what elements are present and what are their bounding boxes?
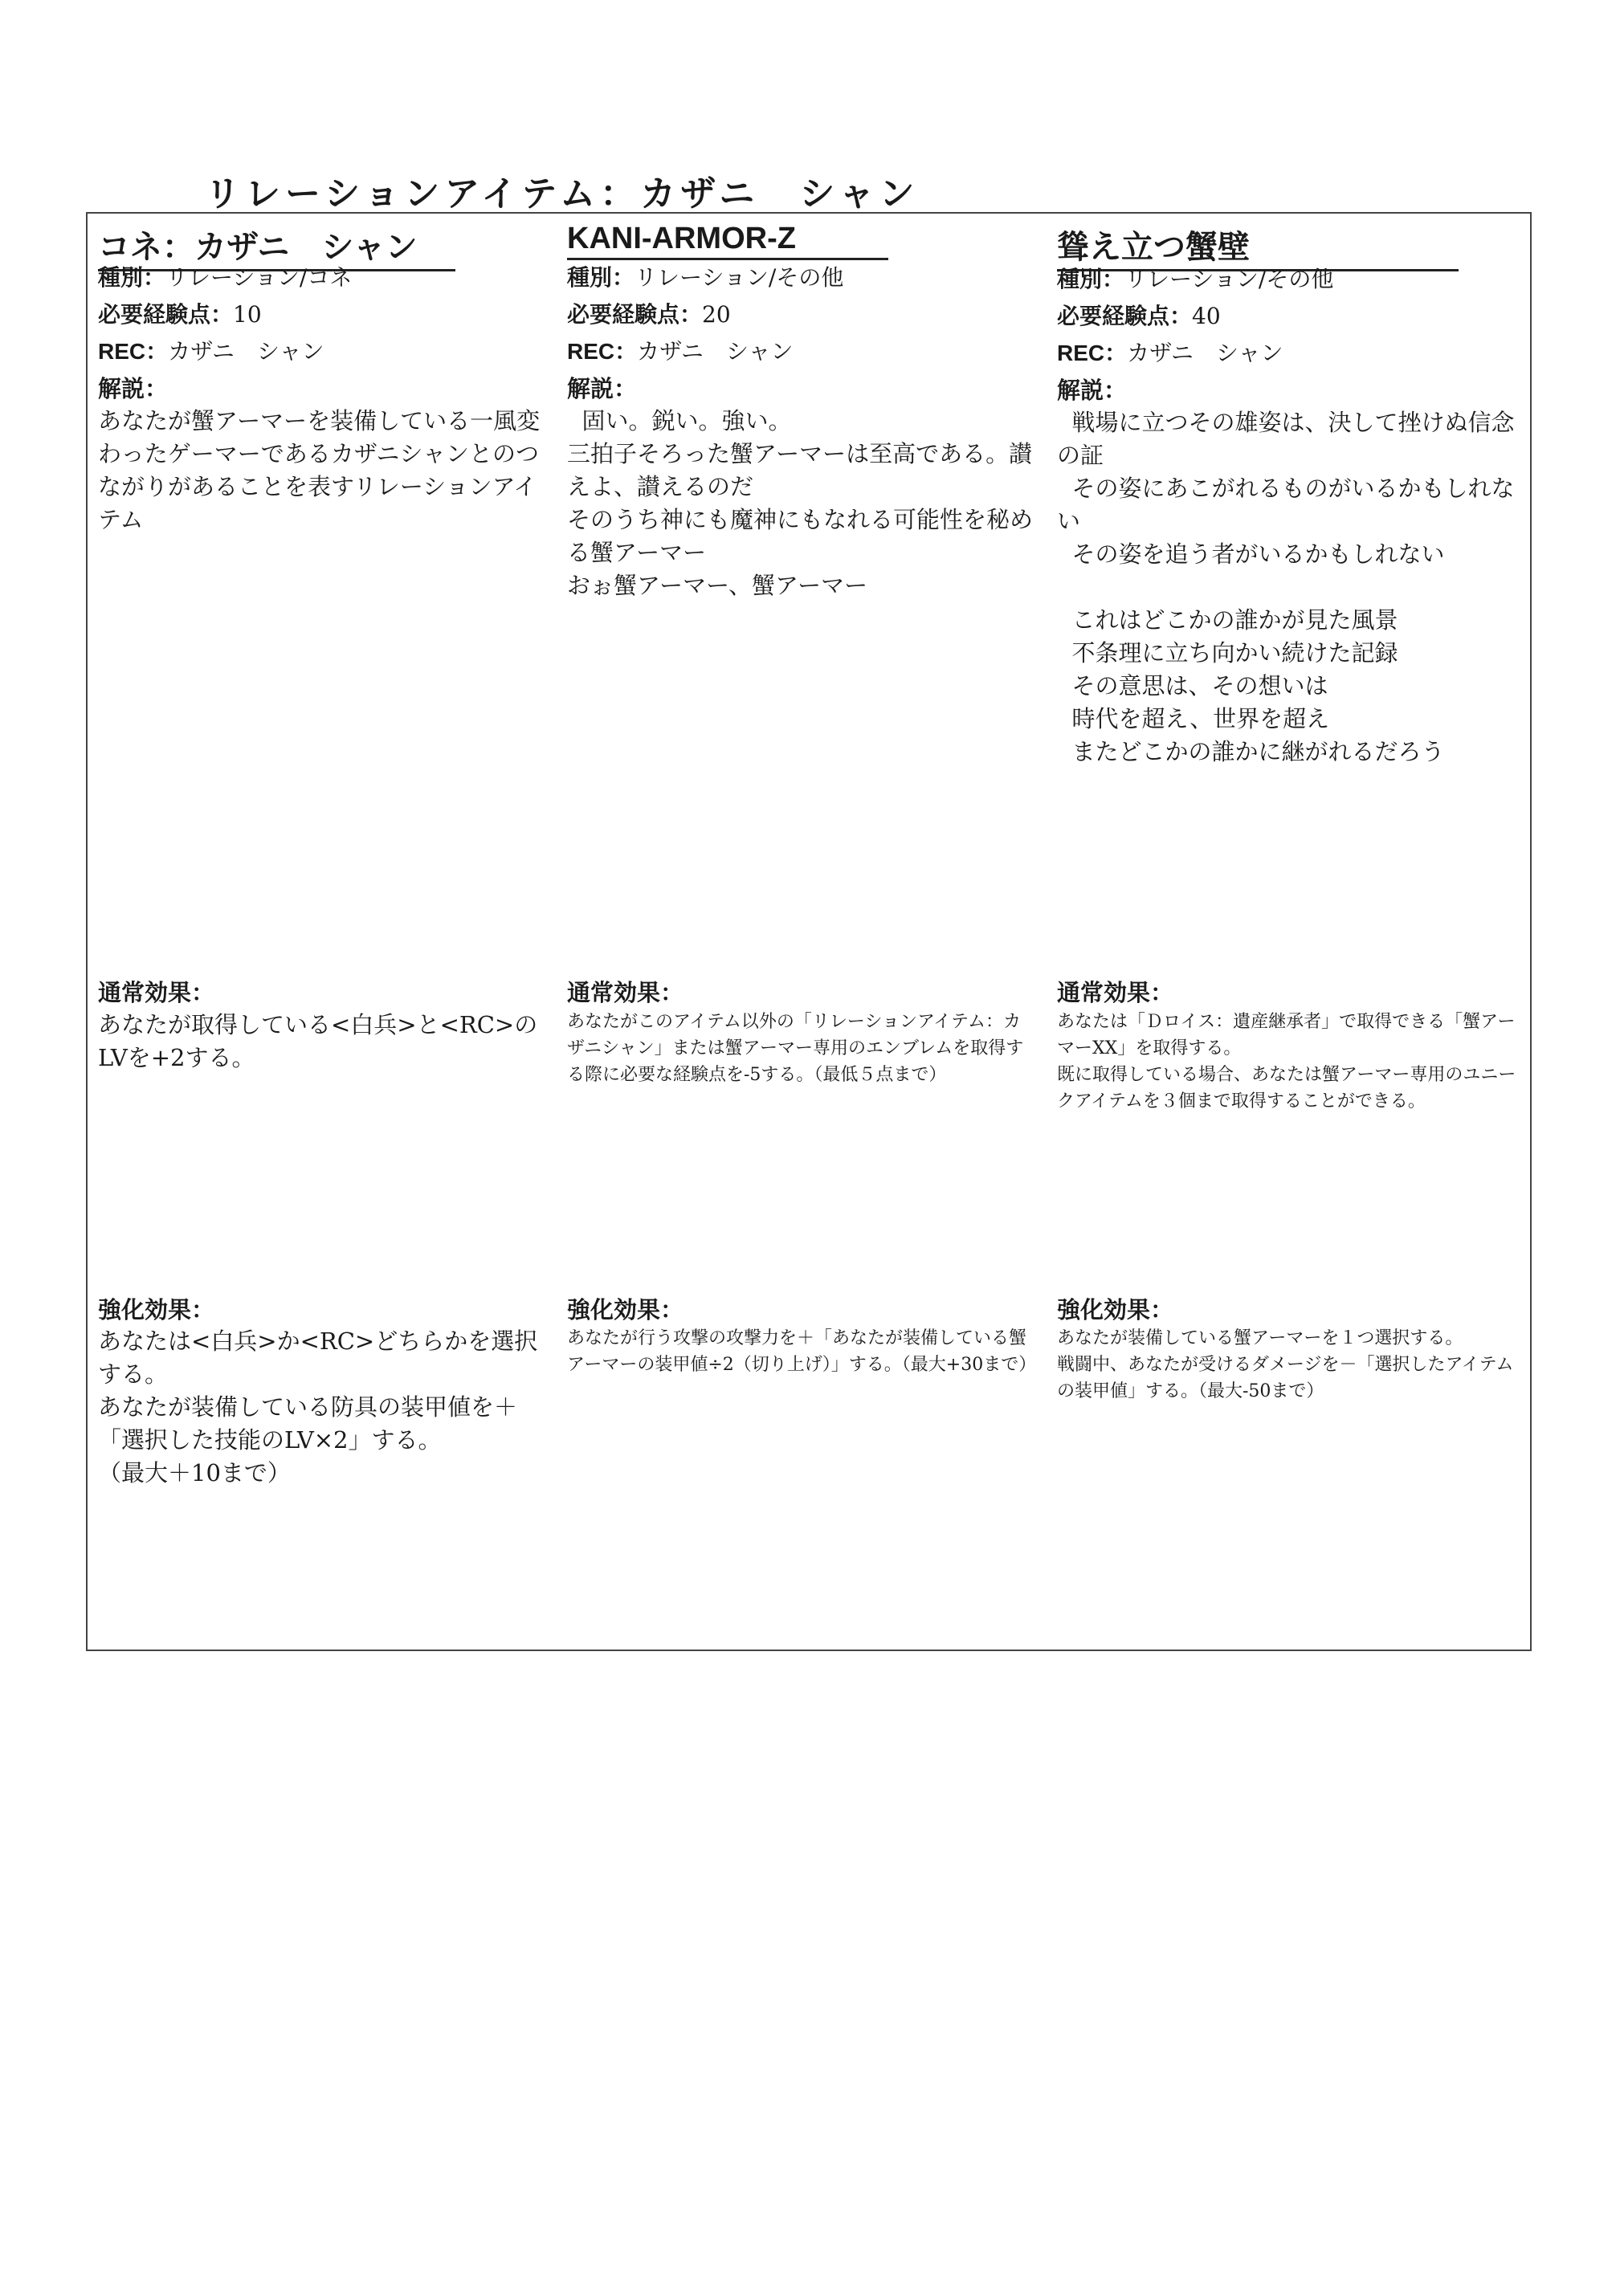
type-label: 種別： bbox=[98, 265, 166, 290]
description-text: 戦場に立つその雄姿は、決して挫けぬ信念の証 その姿にあこがれるものがいるかもしれない その姿を追う者がいるかもしれない これはどこかの誰かが見た風景 不条理に立ち向かい続けた記録 その意思は、その想いは 時代を超え、世界を超え またどこかの誰かに継がれるだろう bbox=[1057, 409, 1515, 765]
type-value: リレーション/コネ bbox=[165, 264, 353, 291]
type-row bbox=[98, 260, 352, 292]
exp-value: 10 bbox=[233, 301, 262, 328]
rec-value: カザニ シャン bbox=[1127, 340, 1283, 366]
exp-value: 20 bbox=[702, 301, 731, 328]
rec-row bbox=[567, 334, 793, 366]
card-title: コネ：カザニ シャン bbox=[98, 222, 455, 271]
type-row bbox=[567, 260, 843, 292]
exp-label: 必要経験点： bbox=[567, 302, 703, 327]
card-column-1 bbox=[98, 214, 548, 1650]
normal-effect-text: あなたが取得している<白兵>と<RC>のLVを+2する。 bbox=[98, 1011, 538, 1071]
type-label: 種別： bbox=[567, 265, 635, 290]
card-title: KANI-ARMOR-Z bbox=[567, 222, 888, 260]
rec-label: REC： bbox=[1057, 341, 1128, 365]
rec-row bbox=[1057, 336, 1283, 368]
exp-row bbox=[98, 297, 262, 329]
rec-value: カザニ シャン bbox=[637, 338, 794, 365]
enhanced-effect-text: あなたは<白兵>か<RC>どちらかを選択する。 あなたが装備している防具の装甲値を＋「選択した技能のLV×2」する。 （最大＋10まで） bbox=[98, 1327, 538, 1486]
page-title: リレーションアイテム：カザニ シャン bbox=[205, 173, 920, 214]
card-column-3 bbox=[1057, 214, 1523, 1650]
rec-label: REC： bbox=[98, 339, 169, 364]
type-value: リレーション/その他 bbox=[1124, 266, 1334, 292]
enhanced-effect-label: 強化効果： bbox=[98, 1298, 215, 1323]
enhanced-effect-text: あなたが装備している蟹アーマーを１つ選択する。 戦闘中、あなたが受けるダメージを－「選択したアイテムの装甲値」する。（最大-50まで） bbox=[1057, 1328, 1514, 1401]
item-card-table bbox=[86, 212, 1532, 1651]
card-column-2 bbox=[567, 214, 1037, 1650]
exp-label: 必要経験点： bbox=[1057, 304, 1193, 328]
enhanced-effect-text: あなたが行う攻撃の攻撃力を＋「あなたが装備している蟹アーマーの装甲値÷2（切り上げ）」する。（最大+30まで） bbox=[567, 1328, 1037, 1375]
exp-row bbox=[567, 297, 731, 329]
normal-effect-text: あなたがこのアイテム以外の「リレーションアイテム：カザニシャン」または蟹アーマー専用のエンブレムを取得する際に必要な経験点を-5する。（最低５点まで） bbox=[567, 1012, 1024, 1085]
exp-row bbox=[1057, 299, 1221, 331]
description-label: 解説： bbox=[1057, 378, 1128, 404]
normal-effect-label: 通常効果： bbox=[98, 981, 215, 1006]
description-text: あなたが蟹アーマーを装備している一風変わったゲーマーであるカザニシャンとのつながりがあることを表すリレーションアイテム bbox=[98, 407, 541, 533]
rec-label: REC： bbox=[567, 339, 638, 364]
exp-value: 40 bbox=[1192, 303, 1221, 329]
card-title: 聳え立つ蟹壁 bbox=[1057, 222, 1459, 271]
description-label: 解説： bbox=[98, 377, 169, 402]
type-label: 種別： bbox=[1057, 267, 1125, 292]
rec-value: カザニ シャン bbox=[168, 338, 324, 365]
enhanced-effect-label: 強化効果： bbox=[567, 1298, 684, 1323]
type-value: リレーション/その他 bbox=[635, 264, 844, 291]
normal-effect-label: 通常効果： bbox=[1057, 981, 1174, 1006]
description-label: 解説： bbox=[567, 377, 638, 402]
normal-effect-label: 通常効果： bbox=[567, 981, 684, 1006]
normal-effect-text: あなたは「Ｄロイス：遺産継承者」で取得できる「蟹アーマーXX」を取得する。 既に取得している場合、あなたは蟹アーマー専用のユニークアイテムを３個まで取得することができる。 bbox=[1057, 1012, 1516, 1111]
rec-row bbox=[98, 334, 324, 366]
description-text: 固い。鋭い。強い。 三拍子そろった蟹アーマーは至高である。讃えよ、讃えるのだ そのうち神にも魔神にもなれる可能性を秘める蟹アーマー おぉ蟹アーマー、蟹アーマー bbox=[567, 407, 1034, 599]
enhanced-effect-label: 強化効果： bbox=[1057, 1298, 1174, 1323]
type-row bbox=[1057, 262, 1333, 294]
exp-label: 必要経験点： bbox=[98, 302, 234, 327]
